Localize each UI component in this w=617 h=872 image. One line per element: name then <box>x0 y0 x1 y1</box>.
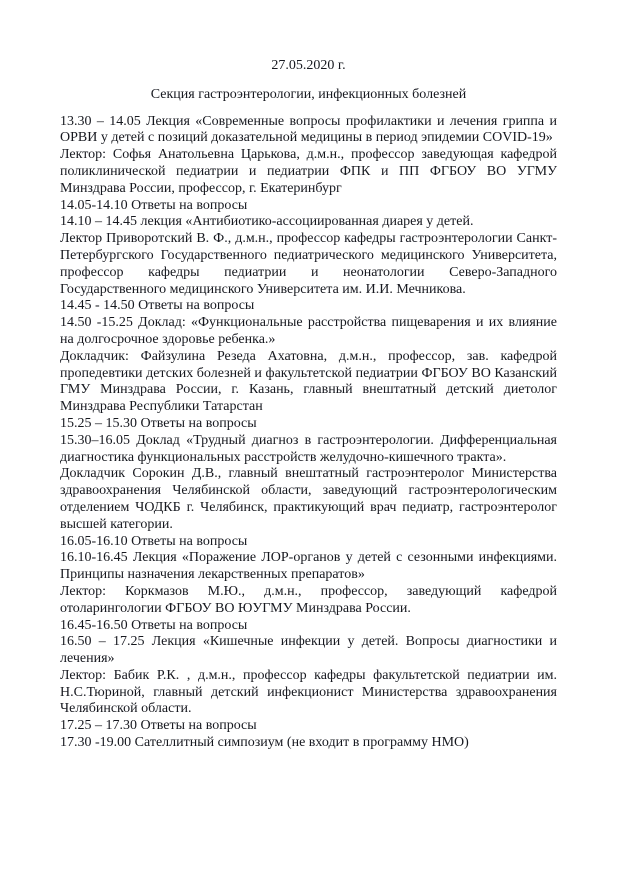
entry-1530-report: 15.30–16.05 Доклад «Трудный диагноз в гастроэнтерологии. Дифференциальная диагностика функциональных расстройств желудочно-кишечного тракта». <box>60 432 557 465</box>
section-title: Секция гастроэнтерологии, инфекционных болезней <box>150 86 467 102</box>
entry-1610-lecturer: Лектор: Коркмазов М.Ю., д.м.н., профессор, заведующий кафедрой отоларингологии ФГБОУ ВО ЮУГМУ Минздрава России. <box>60 583 557 616</box>
entry-1530-speaker: Докладчик Сорокин Д.В., главный внештатный гастроэнтеролог Министерства здравоохранения Челябинской области, заведующий гастроэнтерологическим отделением ЧОДКБ г. Челябинск, практикующий врач педиатр, гастроэнтеролог высшей категории. <box>60 466 557 532</box>
entry-1730-symposium: 17.30 -19.00 Сателлитный симпозиум (не входит в программу НМО) <box>60 735 469 751</box>
document-date: 27.05.2020 г. <box>271 58 346 73</box>
entry-1610-lecture: 16.10-16.45 Лекция «Поражение ЛОР-органов у детей с сезонными инфекциями. Принципы назначения лекарственных препаратов» <box>60 550 557 583</box>
program-schedule <box>60 114 557 752</box>
entry-1405-qa: 14.05-14.10 Ответы на вопросы <box>60 197 248 213</box>
entry-1525-qa: 15.25 – 15.30 Ответы на вопросы <box>60 415 257 431</box>
entry-1410-lecturer: Лектор Приворотский В. Ф., д.м.н., профессор кафедры гастроэнтерологии Санкт-Петербургского Государственного педиатрического медицинского Университета, профессор кафедры педиатрии и неонатологии Северо-Западного Государственного медицинского Университета им. И.И. Мечникова. <box>60 231 557 297</box>
entry-1330-lecture: 13.30 – 14.05 Лекция «Современные вопросы профилактики и лечения гриппа и ОРВИ у детей с позиций доказательной медицины в период эпидемии COVID-19» <box>60 113 557 146</box>
entry-1410-lecture: 14.10 – 14.45 лекция «Антибиотико-ассоциированная диарея у детей. <box>60 214 474 230</box>
entry-1445-qa: 14.45 - 14.50 Ответы на вопросы <box>60 298 255 314</box>
entry-1650-lecturer: Лектор: Бабик Р.К. , д.м.н., профессор кафедры факультетской педиатрии им. Н.С.Тюриной, главный детский инфекционист Министерства здравоохранения Челябинской области. <box>60 667 557 717</box>
entry-1450-speaker: Докладчик: Файзулина Резеда Ахатовна, д.м.н., профессор, зав. кафедрой пропедевтики детских болезней и факультетской педиатрии ФГБОУ ВО Казанский ГМУ Минздрава России, г. Казань, главный внештатный детский диетолог Минздрава Республики Татарстан <box>60 348 557 415</box>
entry-1330-lecturer: Лектор: Софья Анатольевна Царькова, д.м.н., профессор заведующая кафедрой поликлинической педиатрии и педиатрии ФПК и ПП ФГБОУ ВО УГМУ Минздрава России, профессор, г. Екатеринбург <box>60 147 557 196</box>
entry-1450-report: 14.50 -15.25 Доклад: «Функциональные расстройства пищеварения и их влияние на долгосрочное здоровье ребенка.» <box>60 315 557 347</box>
entry-1605-qa: 16.05-16.10 Ответы на вопросы <box>60 533 248 549</box>
entry-1725-qa: 17.25 – 17.30 Ответы на вопросы <box>60 718 257 734</box>
entry-1645-qa: 16.45-16.50 Ответы на вопросы <box>60 617 248 633</box>
entry-1650-lecture: 16.50 – 17.25 Лекция «Кишечные инфекции у детей. Вопросы диагностики и лечения» <box>60 634 557 667</box>
